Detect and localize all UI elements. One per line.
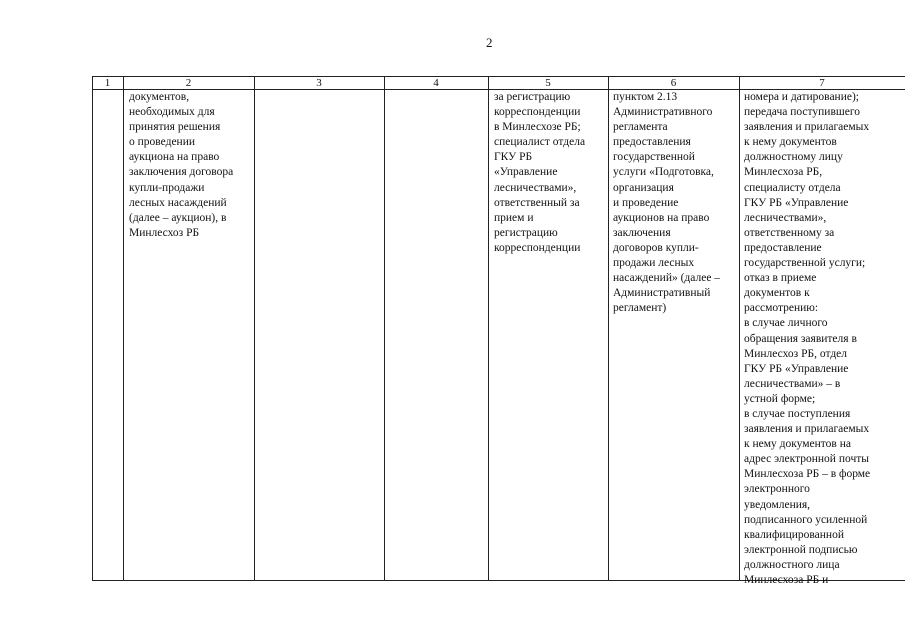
- column-number-6: 6: [670, 77, 677, 89]
- column-number-2: 2: [185, 77, 192, 89]
- column-number-7: 7: [819, 77, 825, 89]
- column-divider: [488, 76, 489, 581]
- cell-col5-text: за регистрацию корреспонденции в Минлесхозе РБ; специалист отдела ГКУ РБ «Управление лесничествами», ответственный за прием и регистрацию корреспонденции: [494, 91, 586, 254]
- column-divider: [123, 76, 124, 581]
- cell-col7-text: номера и датирование); передача поступившего заявления и прилагаемых к нему документов должностному лицу Минлесхоза РБ, специалисту отдела ГКУ РБ «Управление лесничествами», ответственному за предоставление государственной услуги; отказ в приеме документов к рассмотрению: в случае личного обращения заявителя в Минлесхоз РБ, отдел ГКУ РБ «Управление лесничествами» – в устной форме; в случае поступления заявления и прилагаемых к нему документов на адрес электронной почты Минлесхоза РБ – в форме электронного уведомления, подписанного усиленной квалифицированной электронной подписью должностного лица Минлесхоза РБ и: [744, 91, 871, 586]
- column-divider: [739, 76, 740, 581]
- cell-col2-text: документов, необходимых для принятия решения о проведении аукциона на право заключения договора купли-продажи лесных насаждений (далее – аукцион), в Минлесхоз РБ: [129, 91, 234, 239]
- column-divider: [92, 76, 93, 581]
- column-divider: [254, 76, 255, 581]
- procedure-table: [92, 76, 905, 586]
- column-divider: [608, 76, 609, 581]
- page-number: 2: [486, 35, 493, 50]
- column-number-1: 1: [104, 77, 111, 89]
- column-divider: [384, 76, 385, 581]
- column-number-3: 3: [316, 77, 322, 89]
- column-number-5: 5: [545, 77, 551, 89]
- column-number-4: 4: [433, 77, 439, 89]
- cell-col6-text: пунктом 2.13 Административного регламента предоставления государственной услуги «Подготовка, организация и проведение аукционов на право заключения договоров купли- продажи лесных насаждений» (далее – Административный регламент): [613, 91, 721, 315]
